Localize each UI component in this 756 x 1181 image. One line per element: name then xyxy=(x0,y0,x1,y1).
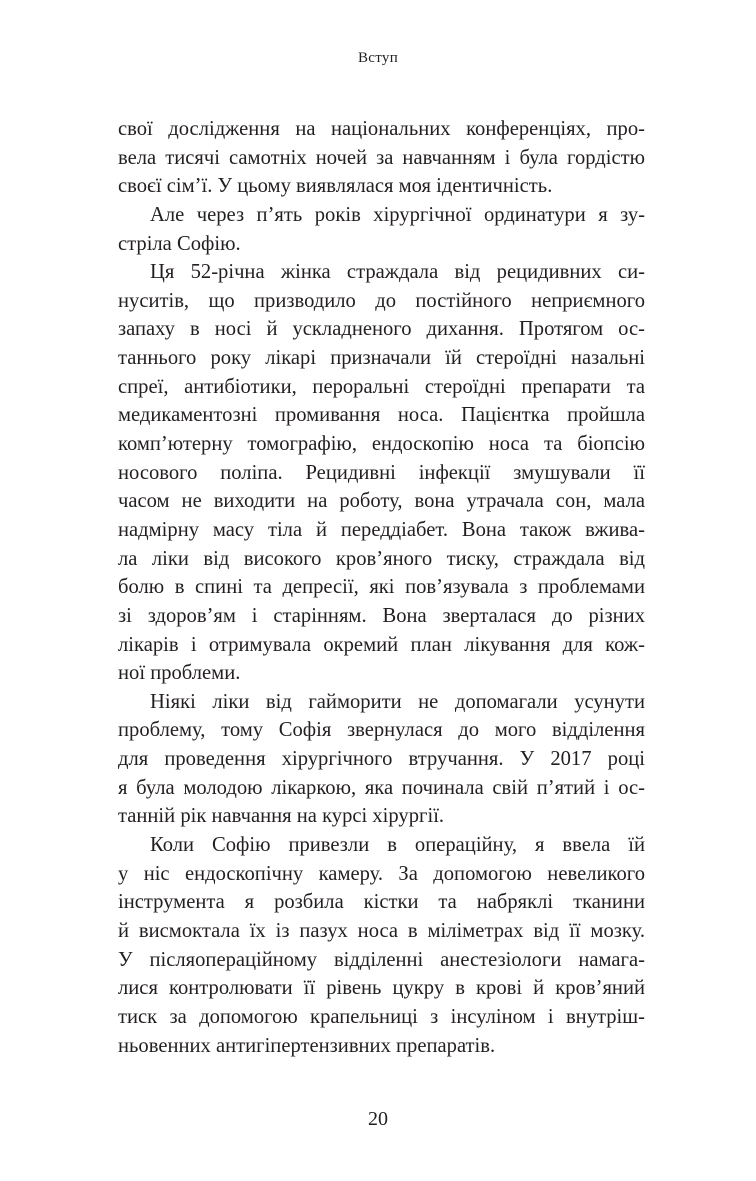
text-line: зі здоров’ям і старінням. Вона зверталася до різних xyxy=(118,604,645,627)
running-head: Вступ xyxy=(357,50,399,66)
text-line: й висмоктала їх із пазух носа в міліметрах від її мозку. xyxy=(118,919,645,942)
text-line: нуситів, що призводило до постійного неприємного xyxy=(118,289,645,312)
text-line: запаху в носі й ускладненого дихання. Протягом ос- xyxy=(118,318,645,341)
text-line: інструмента я розбила кістки та набряклі тканини xyxy=(118,891,645,914)
text-line: танній рік навчання на курсі хірургії. xyxy=(118,805,445,828)
text-line: часом не виходити на роботу, вона утрачала сон, мала xyxy=(118,490,645,513)
paragraph xyxy=(118,201,645,258)
text-line: лися контролювати її рівень цукру в крові й кров’яний xyxy=(118,977,645,1000)
text-line: ла ліки від високого кров’яного тиску, страждала від xyxy=(118,547,645,570)
text-line: спреї, антибіотики, пероральні стероїдні препарати та xyxy=(118,375,645,398)
text-line: таннього року лікарі призначали їй стероїдні назальні xyxy=(118,347,645,370)
paragraph xyxy=(118,115,645,201)
text-line: у ніс ендоскопічну камеру. За допомогою невеликого xyxy=(118,862,645,885)
text-line: лікарів і отримувала окремий план лікування для кож- xyxy=(118,633,645,656)
paragraph xyxy=(118,688,645,831)
page-number: 20 xyxy=(368,1108,388,1130)
text-line: Ця 52-річна жінка страждала від рецидивних си- xyxy=(150,261,645,284)
text-line: У післяопераційному відділенні анестезіологи намага- xyxy=(118,948,645,971)
text-line: я була молодою лікаркою, яка починала свій п’ятий і ос- xyxy=(118,776,645,799)
text-line: свої дослідження на національних конференціях, про- xyxy=(118,118,645,140)
text-line: ньовенних антигіпертензивних препаратів. xyxy=(118,1034,496,1057)
body-text xyxy=(118,115,645,1060)
text-line: тиск за допомогою крапельниці з інсуліном і внутріш- xyxy=(118,1005,645,1028)
text-line: своєї сім’ї. У цьому виявлялася моя ідентичність. xyxy=(118,175,553,198)
text-line: для проведення хірургічного втручання. У 2017 році xyxy=(118,748,645,771)
text-line: проблему, тому Софія звернулася до мого відділення xyxy=(118,719,645,742)
text-line: комп’ютерну томографію, ендоскопію носа та біопсію xyxy=(118,433,645,456)
text-line: надмірну масу тіла й переддіабет. Вона також вжива- xyxy=(118,518,645,541)
text-line: вела тисячі самотніх ночей за навчанням і була гордістю xyxy=(118,146,645,169)
text-line: медикаментозні промивання носа. Пацієнтка пройшла xyxy=(118,404,645,427)
text-line: Але через п’ять років хірургічної ординатури я зу- xyxy=(150,203,645,226)
text-line: носового поліпа. Рецидивні інфекції змушували її xyxy=(118,461,645,484)
text-line: стріла Софію. xyxy=(118,232,241,255)
text-line: болю в спині та депресії, які пов’язувала з проблемами xyxy=(118,576,645,599)
text-line: Ніякі ліки від гайморити не допомагали усунути xyxy=(150,690,645,713)
paragraph xyxy=(118,258,645,688)
text-line: ної проблеми. xyxy=(118,662,241,685)
text-line: Коли Софію привезли в операційну, я ввела їй xyxy=(150,834,645,857)
paragraph xyxy=(118,831,645,1060)
